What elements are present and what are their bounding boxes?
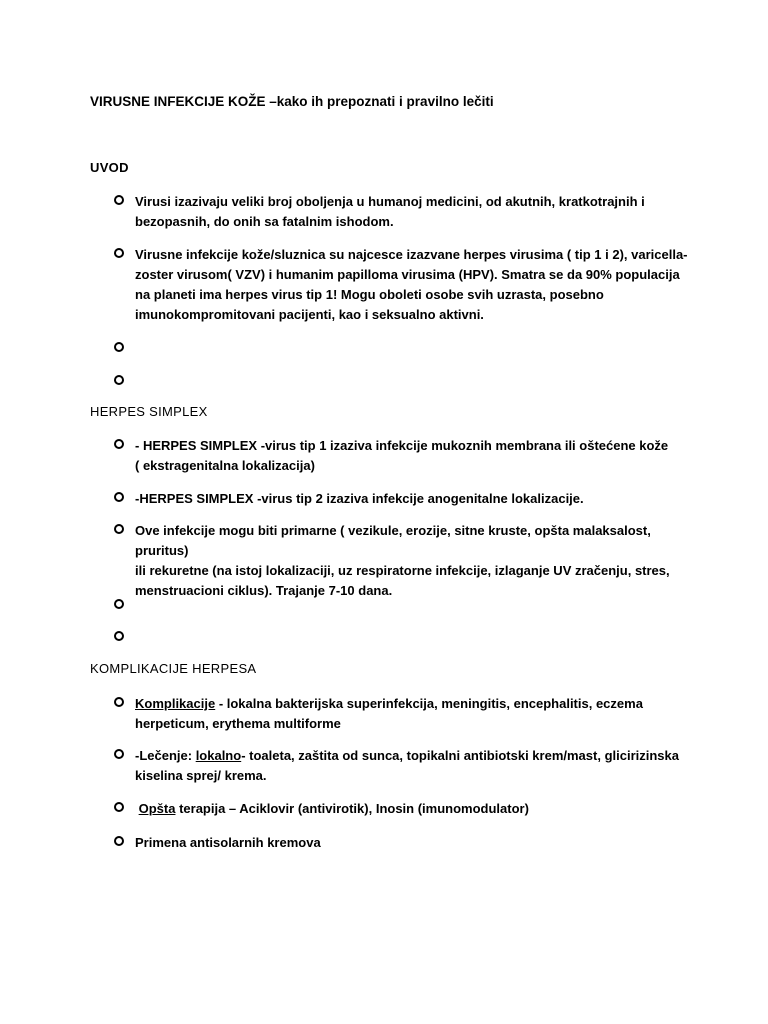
underlined-term: Komplikacije [135,696,216,711]
list-item-line: Ove infekcije mogu biti primarne ( vezikule, erozije, sitne kruste, opšta malaksalost, pruritus) [135,523,651,558]
document-title: VIRUSNE INFEKCIJE KOŽE –kako ih prepoznati i pravilno lečiti [90,94,494,109]
list-item-line: - HERPES SIMPLEX -virus tip 1 izaziva infekcije mukoznih membrana ili oštećene kože [135,438,669,453]
list-item-text [135,799,695,819]
bullet-icon [114,439,124,449]
list-item-text [135,746,695,786]
list-item-text [135,521,695,601]
section-heading-uvod: UVOD [90,160,129,175]
list-item-line: ( ekstragenitalna lokalizacija) [135,458,315,473]
bullet-icon [114,492,124,502]
bullet-icon [114,342,124,352]
list-item-text [135,436,695,476]
list-item-text: -HERPES SIMPLEX -virus tip 2 izaziva infekcije anogenitalne lokalizacije. [135,491,584,506]
bullet-icon [114,749,124,759]
bullet-icon [114,599,124,609]
bullet-icon [114,802,124,812]
list-item-text: Primena antisolarnih kremova [135,835,321,850]
section-heading-komplikacije-herpesa: KOMPLIKACIJE HERPESA [90,661,257,676]
bullet-icon [114,195,124,205]
list-item-rest: - toaleta, zaštita od sunca, topikalni antibiotski krem/mast, glicirizinska kiselina sprej/ krema. [135,748,679,783]
bullet-icon [114,836,124,846]
list-item-text: Virusi izazivaju veliki broj oboljenja u humanoj medicini, od akutnih, kratkotrajnih i bezopasnih, do onih sa fatalnim ishodom. [135,194,645,229]
bullet-icon [114,697,124,707]
list-item-text [135,694,695,734]
underlined-term: lokalno [195,748,242,763]
list-item-line: ili rekuretne (na istoj lokalizaciji, uz respiratorne infekcije, izlaganje UV zračenju, stres, menstruacioni ciklus). Trajanje 7-10 dana. [135,563,670,598]
list-item-text: Virusne infekcije kože/sluznica su najcesce izazvane herpes virusima ( tip 1 i 2), varicella-zoster virusom( VZV) i humanim papilloma virusima (HPV). Smatra se da 90% populacija na planeti ima herpes virus tip 1! Mogu oboleti osobe svih uzrasta, posebno imunokompromitovani pacijenti, kao i seksualno aktivni. [135,247,688,322]
bullet-icon [114,524,124,534]
bullet-icon [114,248,124,258]
list-item-prefix: -Lečenje: [135,748,196,763]
section-heading-herpes-simplex: HERPES SIMPLEX [90,404,208,419]
list-item-rest: terapija – Aciklovir (antivirotik), Inosin (imunomodulator) [175,801,529,816]
list-item-rest: - lokalna bakterijska superinfekcija, meningitis, encephalitis, eczema herpeticum, erythema multiforme [135,696,643,731]
bullet-icon [114,375,124,385]
bullet-icon [114,631,124,641]
underlined-term: Opšta [138,801,176,816]
